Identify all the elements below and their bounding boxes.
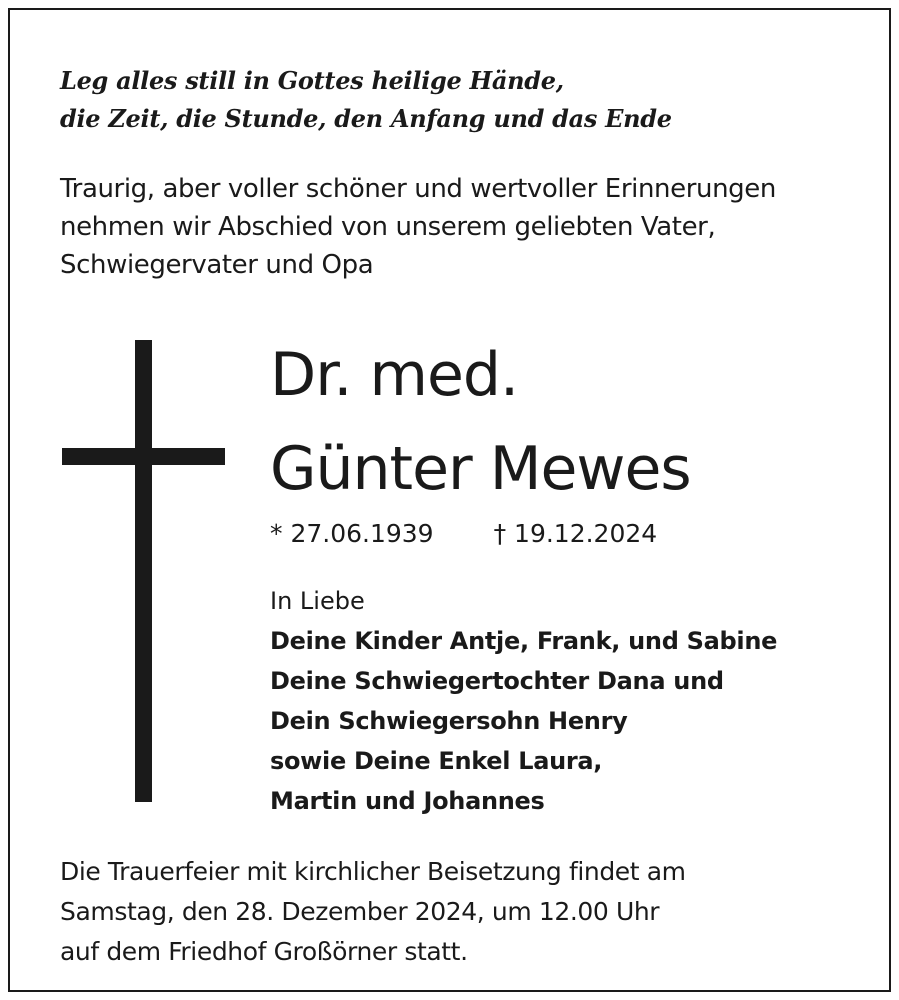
family-line-1: Deine Kinder Antje, Frank, und Sabine bbox=[270, 627, 778, 655]
ceremony-line-2: Samstag, den 28. Dezember 2024, um 12.00 Uhr bbox=[60, 897, 660, 926]
family-signature bbox=[270, 581, 777, 821]
cross-horizontal-bar bbox=[62, 448, 225, 465]
cross-vertical-bar bbox=[135, 340, 152, 802]
intro-line-3: Schwiegervater und Opa bbox=[60, 250, 374, 280]
obituary-notice bbox=[8, 8, 891, 992]
ceremony-line-1: Die Trauerfeier mit kirchlicher Beisetzung findet am bbox=[60, 857, 686, 886]
ceremony-line-3: auf dem Friedhof Großörner statt. bbox=[60, 937, 468, 966]
intro-line-1: Traurig, aber voller schöner und wertvoller Erinnerungen bbox=[60, 174, 776, 204]
intro-text bbox=[60, 170, 776, 284]
life-dates bbox=[270, 514, 657, 554]
family-intro: In Liebe bbox=[270, 587, 365, 615]
family-line-5: Martin und Johannes bbox=[270, 787, 545, 815]
verse-line-1: Leg alles still in Gottes heilige Hände, bbox=[60, 66, 564, 95]
verse bbox=[60, 62, 672, 138]
deceased-title: Dr. med. bbox=[270, 340, 519, 410]
family-line-4: sowie Deine Enkel Laura, bbox=[270, 747, 603, 775]
cross-icon bbox=[62, 340, 225, 802]
deceased-name: Günter Mewes bbox=[270, 434, 691, 504]
family-line-2: Deine Schwiegertochter Dana und bbox=[270, 667, 724, 695]
intro-line-2: nehmen wir Abschied von unserem geliebten Vater, bbox=[60, 212, 716, 242]
family-names bbox=[270, 621, 777, 821]
death-date: † 19.12.2024 bbox=[493, 519, 658, 548]
family-line-3: Dein Schwiegersohn Henry bbox=[270, 707, 628, 735]
deceased-name-block bbox=[270, 328, 691, 516]
ceremony-info bbox=[60, 852, 686, 972]
birth-date: * 27.06.1939 bbox=[270, 519, 434, 548]
verse-line-2: die Zeit, die Stunde, den Anfang und das Ende bbox=[60, 104, 672, 133]
